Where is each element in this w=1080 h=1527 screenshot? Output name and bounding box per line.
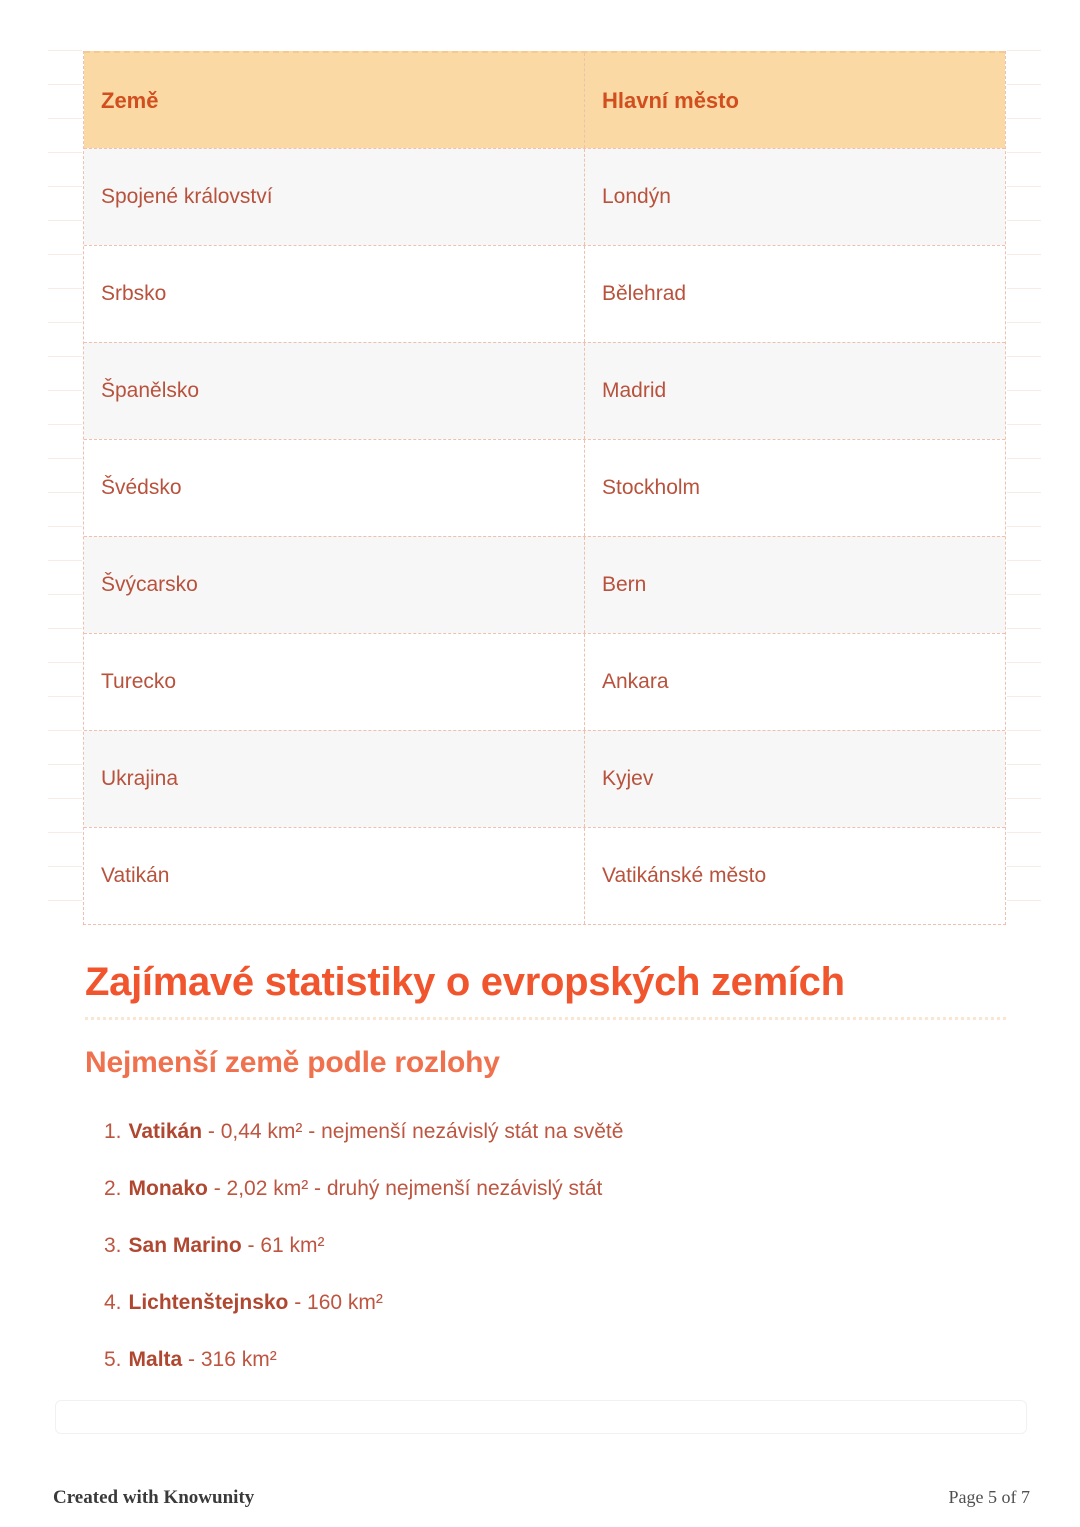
capital-cell: Vatikánské město [584, 828, 1005, 924]
page-number: Page 5 of 7 [948, 1487, 1030, 1507]
page-footer [53, 1487, 1030, 1509]
capital-cell: Madrid [584, 343, 1005, 439]
footer-branding: Created with Knowunity [53, 1487, 255, 1508]
table-header-row [84, 51, 1005, 148]
table-header-capital: Hlavní město [584, 53, 1005, 148]
table-row [84, 633, 1005, 730]
list-item-detail: - 316 km² [182, 1347, 277, 1371]
table-row [84, 827, 1005, 924]
table-row [84, 439, 1005, 536]
list-item-detail: - 0,44 km² - nejmenší nezávislý stát na světě [202, 1119, 624, 1143]
list-item [104, 1160, 623, 1217]
table-row [84, 730, 1005, 827]
margin-ruler-right [1007, 50, 1041, 928]
list-item-number: 4. [104, 1290, 122, 1314]
list-item-number: 5. [104, 1347, 122, 1371]
list-item-country: Malta [128, 1347, 183, 1371]
list-item-country: San Marino [128, 1233, 242, 1257]
list-item [104, 1274, 623, 1331]
empty-section-box [55, 1400, 1027, 1434]
list-item-country: Monako [128, 1176, 208, 1200]
country-cell: Turecko [101, 670, 177, 693]
capital-cell: Londýn [584, 149, 1005, 245]
smallest-countries-list [104, 1103, 623, 1388]
country-cell: Švýcarsko [101, 573, 198, 596]
table-row [84, 342, 1005, 439]
subsection-title: Nejmenší země podle rozlohy [85, 1046, 500, 1079]
country-cell: Spojené království [101, 185, 273, 208]
capital-cell: Stockholm [584, 440, 1005, 536]
section-title: Zajímavé statistiky o evropských zemích [85, 960, 845, 1004]
list-item-number: 3. [104, 1233, 122, 1257]
countries-capitals-table [83, 51, 1006, 925]
section-title-underline [85, 1017, 1006, 1020]
list-item-number: 1. [104, 1119, 122, 1143]
capital-cell: Kyjev [584, 731, 1005, 827]
table-row [84, 148, 1005, 245]
list-item-detail: - 2,02 km² - druhý nejmenší nezávislý stát [207, 1176, 603, 1200]
country-cell: Ukrajina [101, 767, 179, 790]
country-cell: Vatikán [101, 864, 170, 887]
table-row [84, 245, 1005, 342]
country-cell: Španělsko [101, 379, 200, 402]
capital-cell: Bělehrad [584, 246, 1005, 342]
country-cell: Srbsko [101, 282, 167, 305]
list-item [104, 1217, 623, 1274]
list-item-country: Lichtenštejnsko [128, 1290, 289, 1314]
list-item-number: 2. [104, 1176, 122, 1200]
margin-ruler-left [48, 50, 82, 928]
capital-cell: Bern [584, 537, 1005, 633]
capital-cell: Ankara [584, 634, 1005, 730]
table-row [84, 536, 1005, 633]
table-header-country: Země [101, 87, 159, 113]
list-item-detail: - 61 km² [241, 1233, 325, 1257]
list-item [104, 1103, 623, 1160]
list-item [104, 1331, 623, 1388]
country-cell: Švédsko [101, 476, 182, 499]
list-item-country: Vatikán [128, 1119, 203, 1143]
list-item-detail: - 160 km² [288, 1290, 383, 1314]
